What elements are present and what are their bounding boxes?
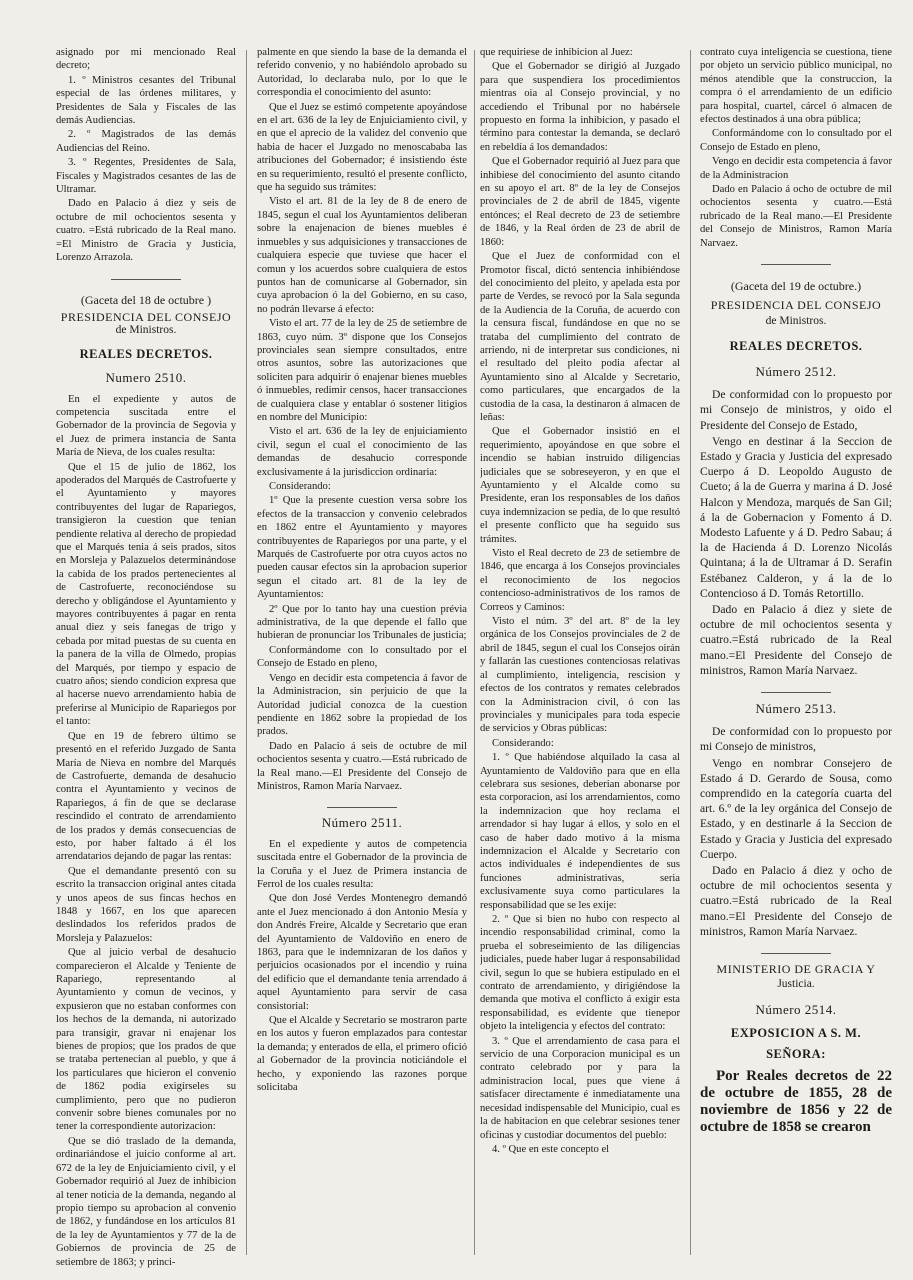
paragraph: Que don José Verdes Montenegro demandó ante el Juez mencionado á don Antonio Mesía y don Andrés Freire, Alcalde y Secretario que eran del Ayuntamiento de Valdoviño en enero de 1863, para que le indemnizaran de los daños y perjuicios ocasionados por el incendio y ruina del edificio que el demandante tenia arrendado á aquel Ayuntamiento para servir de casa consistorial:: [257, 893, 467, 1012]
paragraph: Que el 15 de julio de 1862, los apoderados del Marqués de Castrofuerte y el Ayuntamiento y mayores contribuyentes del lugar de Rapariegos, transigieron la cuestion que tenian pendiente relativa al derecho de propiedad que el Marqués tenia á seis prados, sitos en Morsleja y Palazuelos determinándose la cabida de los prados pertenecientes al de Castrofuerte, reconociéndose su derecho y obligándose el Ayuntamiento y mayores contribuyentes á pagar en renta anual diez y seis fanegas de trigo y cebada por mitad puestas de su cuenta en la panera de la villa de Olmedo, propias del Marqués, por tiempo y espacio de cuatro años; siendo condicion expresa que al hacerse nuevo arrendamiento habia de preferirse al Municipio de Rapariegos por el tanto:: [56, 461, 236, 728]
paragraph: Conformándome con lo consultado por el Consejo de Estado en pleno,: [257, 644, 467, 670]
paragraph: 1. º Que habiéndose alquilado la casa al Ayuntamiento de Valdoviño para que en ella celebrara sus sesiones, deberian abonarse por esta corporacion, así los arrendamientos, como la indemnizacion que hoy reclama el arrendador si hay lugar á ellos, y solo en el caso de haber dado motivo á la misma indemnizacion el Alcalde y Secretario con actos individuales é independientes de sus funciones administrativas, seria exclusivamente suya como particulares la responsabilidad que se les exije:: [480, 752, 680, 911]
paragraph: Que el Gobernador requirió al Juez para que inhibiese del conocimiento del asunto citando en su apoyo el art. 8º de la ley de Consejos provinciales de 2 de abril de 1845, vigente entónces; el Real decreto de 23 de setiembre de 1846, y la Real órden de 23 de abril de 1860:: [480, 156, 680, 248]
paragraph: Vengo en decidir esta competencia á favor de la Administracion: [700, 156, 892, 181]
decree-number: Número 2514.: [755, 1002, 837, 1018]
paragraph: En el expediente y autos de competencia suscitada entre el Gobernador de la provincia de Segovia y el Juez de primera instancia de Santa María de Nieva, de los cuales resulta:: [56, 393, 236, 459]
paragraph: 1º Que la presente cuestion versa sobre los efectos de la transaccion y convenio celebrados en 1862 entre el Ayuntamiento y mayores contribuyentes de Rapariegos por una parte, y el Marqués de Castrofuerte por otra cuyos actos no pueden causar efectos sin la aprobacion superior segun el citado art. 81 de la ley de Ayuntamientos:: [257, 495, 467, 601]
separator-rule: [761, 953, 831, 954]
separator-rule: [327, 807, 397, 808]
paragraph: Vengo en nombrar Consejero de Estado á D. Gerardo de Sousa, como comprendido en la categoría cuarta del art. 6.º de la ley orgánica del Consejo de Estado, y en destinarle á la Seccion de Estado y Gracia y Justicia del expresado Cuerpo.: [700, 756, 892, 861]
salutation: SEÑORA:: [766, 1046, 826, 1061]
paragraph: Visto el art. 636 de la ley de enjuiciamiento civil, segun el cual el conocimiento de las demandas de desahucio corresponde exclusivamente á la jurisdiccion ordinaria:: [257, 426, 467, 478]
decrees-heading: REALES DECRETOS.: [79, 346, 213, 361]
paragraph: contrato cuya inteligencia se cuestiona, tiene por objeto un servicio público municipal, no ménos atendible que la construccion, la compra ó el arrendamiento de un edificio para hospital, cuartel, cárcel ó almacen de efectos destinados á una obra pública;: [700, 47, 892, 126]
paragraph: Visto el art. 77 de la ley de 25 de setiembre de 1863, cuyo núm. 3º dispone que los Consejos provinciales sean siempre consultados, entre otros asuntos, sobre las autorizaciones que soliciten para adquirir ó enajenar bienes muebles ó inmuebles, redimir censos, hacer transacciones de cualquiera clase y entablar ó sostener litigios en nombre del Municipio:: [257, 318, 467, 423]
paragraph: asignado por mi mencionado Real decreto;: [56, 47, 236, 72]
ministry-heading: MINISTERIO DE GRACIA Y: [716, 962, 876, 977]
decree-number: Número 2512.: [755, 363, 837, 379]
column-divider: [690, 50, 691, 1255]
paragraph: 2º Que por lo tanto hay una cuestion prévia administrativa, de la que depende el fallo que hubieran de pronunciar los Tribunales de justicia;: [257, 603, 467, 642]
list-item: 2. º Magistrados de las demás Audiencias del Reino.: [56, 129, 236, 154]
decree-signature: Dado en Palacio á diez y seis de octubre de mil ochocientos sesenta y cuatro. =Está rubricado de la Real mano. =El Ministro de Gracia y Justicia, Lorenzo Arrazola.: [56, 198, 236, 264]
separator-rule: [111, 279, 181, 280]
paragraph: Que el Alcalde y Secretario se mostraron parte en los autos y fueron emplazados para contestar la demanda; y enterados de ella, el primero ofició al Gobernador de la provincia noticiándole el hecho, y exponiendo las razones porque solicitaba: [257, 1015, 467, 1094]
exposition-heading: EXPOSICION A S. M.: [730, 1025, 862, 1040]
paragraph: Considerando:: [269, 481, 331, 492]
gazette-date-heading: (Gaceta del 18 de octubre ): [80, 292, 212, 307]
section-heading: PRESIDENCIA DEL CONSEJO: [60, 309, 232, 324]
decree-signature: Dado en Palacio á diez y ocho de octubre de mil ochocientos sesenta y cuatro.=Está rubricado de la Real mano.=El Presidente del Consejo de ministros, Ramon María Narvaez.: [700, 864, 892, 938]
paragraph: De conformidad con lo propuesto por mi Consejo de ministros, y oido el Presidente del Consejo de Estado,: [700, 388, 892, 432]
section-subheading: de Ministros.: [765, 314, 827, 327]
separator-rule: [761, 692, 831, 693]
paragraph: Que el Juez de conformidad con el Promotor fiscal, dictó sentencia inhibiéndose del conocimiento del pleito, y apelada esta por parte de Verdes, se revocó por la Sala segunda de la Audiencia de la Coruña, de acuerdo con la censura fiscal, fundándose en que no se trataba del cumplimiento del contrato de arriendo, ni de interpretar sus condiciones, ni el resultado del pleito podia afectar al Ayuntamiento sino al Alcalde y Secretario, como particulares, que encargados de la custodia de la casa, la destinaron á almacen de leñas:: [480, 251, 680, 423]
paragraph: Por Reales decretos de 22 de octubre de 1855, 28 de noviembre de 1856 y 22 de octubre de 1858 se crearon: [700, 1068, 892, 1136]
paragraph: Visto el núm. 3º del art. 8º de la ley orgánica de los Consejos provinciales de 2 de abril de 1845, segun el cual los Consejos oirán y fallarán las cuestiones contenciosas relativas al cumplimiento, inteligencia, rescision y efectos de los contratos y remates celebrados con la Administracion civil, ó con las provinciales y municipales para toda especie de servicios y Obras públicas:: [480, 616, 680, 735]
column-divider: [246, 50, 247, 1255]
paragraph: 3. º Que el arrendamiento de casa para el servicio de una Corporacion municipal es un contrato celebrado por y para la administracion local, pues que viene á satisfacer directamente é inmediatamente una necesidad indispensable del Municipio, cual es la de habitacion en que celebrar sesiones tener oficinas y custodiar documentos del pueblo:: [480, 1035, 680, 1141]
paragraph: Que se dió traslado de la demanda, ordinariándose el juicio conforme al art. 672 de la ley de Enjuiciamiento civil, y el Gobernador requirió al Juez de inhibicion al tener noticia de la demanda, negando al propio tiempo su aprobacion al convenio de 1862, y fundándose en los artículos 81 de la ley de Ayuntamientos y 77 de la de Gobiernos de provincia de 25 de setiembre de 1863; y princi-: [56, 1135, 236, 1268]
decrees-heading: REALES DECRETOS.: [729, 338, 863, 353]
decree-signature: Dado en Palacio á seis de octubre de mil ochocientos sesenta y cuatro.—Está rubricado de la Real mano.—El Presidente del Consejo de Ministros, Ramon María Narvaez.: [257, 740, 467, 792]
separator-rule: [761, 264, 831, 265]
paragraph: Que el demandante presentó con su escrito la transaccion original antes citada y unos apeos de sus fincas hechos en 1848 y 1667, en los que aparecen deslindados los referidos prados de Morsleja y Palazuelos:: [56, 865, 236, 944]
paragraph: 2. º Que si bien no hubo con respecto al incendio responsabilidad criminal, como la prueba el sobreseimiento de las diligencias judiciales, puede haber lugar á responsabilidad civil, segun lo que se hubiera estipulado en el contrato de arrendamiento, y dirigiéndose la demanda que motiva el conflicto á exigir esta responsabilidad, es evidente que tienepor objeto la inteligencia y efectos del contrato:: [480, 914, 680, 1033]
column-4: [700, 46, 892, 1268]
list-item: 3. º Regentes, Presidentes de Sala, Fiscales y Magistrados cesantes de las de Ultramar.: [56, 157, 236, 196]
paragraph: Visto el Real decreto de 23 de setiembre de 1846, que encarga á los Consejos provinciales el reconocimiento de los negocios contencioso-administrativos de los ramos de Correos y Caminos:: [480, 548, 680, 613]
paragraph: Que en 19 de febrero último se presentó en el referido Juzgado de Santa María de Nieva en nombre del Marqués de Castrofuerte, demanda de desahucio contra el Ayuntamiento y vecinos de Rapariegos, á fin de que se declarase rescindido el contrato de arrendamiento de los prados y demás consecuencias de esto, por haber faltado á él los arrendatarios dejando de pagar las rentas:: [56, 730, 236, 863]
paragraph: palmente en que siendo la base de la demanda el referido convenio, y no habiéndolo aprobado su Autoridad, lo declaraba nulo, por lo que le correspondia el conocimiento del asunto:: [257, 47, 467, 99]
paragraph: Que el Gobernador insistió en el requerimiento, apoyándose en que sobre el incendio se habian instruido diligencias judiciales que se sobreseyeron, y en que el Ayuntamiento y el Alcalde como su Presidente, eran los responsables de los daños cuya indemnizacion se pedia, de lo que resultó el presente conflicto que ha seguido sus trámites.: [480, 426, 680, 545]
paragraph: Que el Juez se estimó competente apoyándose en el art. 636 de la ley de Enjuiciamiento civil, y en que el aprecio de la validez del convenio que habia de hacer el Juzgado no menoscababa las atribuciones del Gobernador; é insistiendo éste en su requerimiento, resultó el presente conflicto, que ha seguido sus trámites:: [257, 101, 467, 194]
ministry-subheading: Justicia.: [777, 978, 815, 991]
paragraph: Visto el art. 81 de la ley de 8 de enero de 1845, segun el cual los Ayuntamientos deliberan sobre la enajenacion de bienes muebles é inmuebles y sus adquisiciones y transacciones de cualquiera especie que tuviese que hacer el comun y los acuerdos sobre cualquiera de estos puntos han de comunicarse al Gobernador, sin cuya aprobacion ó la del Gobierno, en su caso, no podrán llevarse á efecto:: [257, 196, 467, 315]
list-item: 1. º Ministros cesantes del Tribunal especial de las órdenes militares, y Presidentes de Sala y Fiscales de las demás Audiencias.: [56, 74, 236, 127]
paragraph: Vengo en destinar á la Seccion de Estado y Gracia y Justicia del expresado Cuerpo á D. Leopoldo Augusto de Cueto; á la de Guerra y marina á D. José Halcon y Mendoza, marqués de San Gil; á la de Gobernacion y Fomento á D. Modesto Lafuente y á D. Pedro Sabau; á la de Hacienda á D. Lorenzo Nicolás Quintana; á la de Ultramar á D. Serafin Estébanez Calderon, y á la de lo Contencioso á D. Tomás Retortillo.: [700, 434, 892, 600]
paragraph: 4. º Que en este concepto el: [492, 1143, 610, 1155]
paragraph: Vengo en decidir esta competencia á favor de la Administracion, sin perjuicio de que la Autoridad judicial conozca de la cuestion pendiente en 1862 sobre la propiedad de los prados.: [257, 672, 467, 738]
paragraph: Que el Gobernador se dirigió al Juzgado para que suspendiera los procedimientos mientras oia al Consejo provincial, y no accediendo el Tribunal por no habérsele propuesto en forma la inhibicion, y pasado el término para contestar la demanda, se declaró en rebeldía á los demandados:: [480, 61, 680, 153]
column-1: [56, 46, 236, 1268]
paragraph: De conformidad con lo propuesto por mi Consejo de ministros,: [700, 725, 892, 754]
section-subheading: de Ministros.: [115, 324, 177, 337]
paragraph: que requiriese de inhibicion al Juez:: [480, 47, 633, 58]
column-3: [480, 46, 680, 1268]
decree-number: Número 2511.: [321, 815, 403, 831]
decree-signature: Dado en Palacio á diez y siete de octubre de mil ochocientos sesenta y cuatro.=Está rubricado de la Real mano.=El Presidente del Consejo de ministros, Ramon María Narvaez.: [700, 602, 892, 677]
section-heading: PRESIDENCIA DEL CONSEJO: [710, 298, 882, 313]
paragraph: Conformándome con lo consultado por el Consejo de Estado en pleno,: [700, 128, 892, 153]
paragraph: Que al juicio verbal de desahucio comparecieron el Alcalde y Teniente de Rapariego, representando al Ayuntamiento y comun de vecinos, y expusieron que no estaban conformes con los hechos de la demanda, ni autorizado para transigir, gravar ni enajenar los bienes de propios; que los prados de que se trataba pertenecian al pueblo, y que á los particulares que hicieron el convenio de 1862 podia exigírseles su cumplimiento, pero que no pudieron convenir sobre bienes comunales por no tener la correspondiente autorizacion:: [56, 947, 236, 1133]
paragraph: En el expediente y autos de competencia suscitada entre el Gobernador de la provincia de la Coruña y el Juez de Primera instancia de Ferrol de los cuales resulta:: [257, 838, 467, 890]
gazette-date-heading: (Gaceta del 19 de octubre.): [730, 279, 862, 294]
decree-number: Número 2513.: [755, 700, 837, 716]
column-2: [257, 46, 467, 1268]
column-divider: [474, 50, 475, 1255]
decree-signature: Dado en Palacio á ocho de octubre de mil ochocientos sesenta y cuatro.—Está rubricado de la Real mano.—El Presidente del Consejo de Ministros, Ramon María Narvaez.: [700, 184, 892, 249]
paragraph: Considerando:: [492, 737, 554, 749]
decree-number: Numero 2510.: [105, 370, 187, 386]
